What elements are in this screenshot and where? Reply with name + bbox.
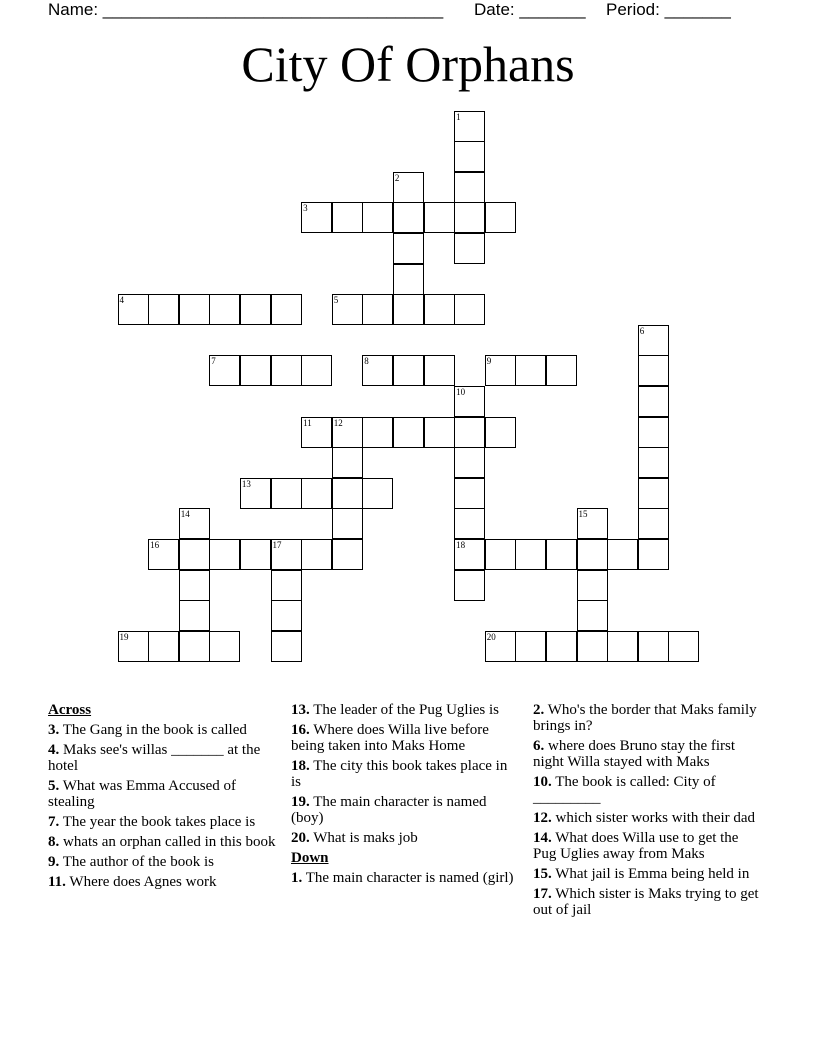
grid-cell[interactable]	[271, 355, 302, 386]
period-field-label[interactable]: Period: _______	[606, 0, 731, 19]
grid-cell[interactable]	[638, 386, 669, 417]
clue-across-18	[291, 758, 519, 790]
grid-cell[interactable]	[454, 111, 485, 142]
grid-cell[interactable]	[393, 294, 424, 325]
grid-cell[interactable]	[424, 355, 455, 386]
clue-number: 9.	[48, 854, 60, 870]
grid-cell[interactable]	[301, 539, 332, 570]
grid-cell[interactable]	[179, 600, 210, 631]
clue-text: What jail is Emma being held in	[551, 866, 750, 882]
grid-cell[interactable]	[638, 355, 669, 386]
grid-cell[interactable]	[607, 539, 638, 570]
clue-across-9	[48, 854, 276, 870]
grid-cell[interactable]	[485, 417, 516, 448]
clue-text: where does Bruno stay the first night Willa stayed with Maks	[533, 738, 736, 770]
grid-cell[interactable]	[271, 294, 302, 325]
clue-across-7	[48, 814, 276, 830]
grid-cell[interactable]	[454, 202, 485, 233]
grid-cell[interactable]	[362, 202, 393, 233]
grid-cell[interactable]	[638, 447, 669, 478]
grid-cell[interactable]	[454, 294, 485, 325]
grid-cell[interactable]	[332, 508, 363, 539]
clue-across-3	[48, 722, 276, 738]
grid-cell[interactable]	[454, 417, 485, 448]
grid-cell[interactable]	[424, 294, 455, 325]
clue-down-2	[533, 702, 761, 734]
cell-number: 3	[303, 203, 308, 214]
clue-across-16	[291, 722, 519, 754]
clue-number: 4.	[48, 742, 60, 758]
grid-cell[interactable]	[577, 539, 608, 570]
grid-cell[interactable]	[638, 539, 669, 570]
grid-cell[interactable]	[393, 202, 424, 233]
grid-cell[interactable]	[424, 202, 455, 233]
clue-column-1	[48, 702, 276, 894]
cell-number: 12	[333, 417, 343, 428]
clue-number: 17.	[533, 886, 552, 902]
grid-cell[interactable]	[332, 202, 363, 233]
grid-cell[interactable]	[454, 141, 485, 172]
grid-cell[interactable]	[393, 172, 424, 203]
grid-cell[interactable]	[393, 264, 424, 295]
cell-number: 13	[241, 478, 251, 489]
grid-cell[interactable]	[454, 233, 485, 264]
clue-down-10	[533, 774, 761, 806]
cell-number: 1	[456, 111, 461, 122]
cell-number: 9	[486, 356, 492, 367]
grid-cell[interactable]	[485, 539, 516, 570]
cell-number: 6	[639, 325, 645, 336]
grid-cell[interactable]	[485, 355, 516, 386]
grid-cell[interactable]	[607, 631, 638, 662]
cell-number: 11	[303, 417, 312, 428]
clue-number: 20.	[291, 830, 310, 846]
clue-column-3	[533, 702, 761, 922]
clue-text: which sister works with their dad	[551, 810, 756, 826]
clue-across-5	[48, 778, 276, 810]
grid-cell[interactable]	[362, 417, 393, 448]
clue-down-12	[533, 810, 761, 826]
grid-cell[interactable]	[454, 386, 485, 417]
clue-text: The main character is named (boy)	[291, 794, 487, 826]
grid-cell[interactable]	[301, 202, 332, 233]
grid-cell[interactable]	[638, 417, 669, 448]
grid-cell[interactable]	[393, 355, 424, 386]
name-field-label[interactable]: Name: ____________________________________	[48, 0, 444, 19]
clue-number: 8.	[48, 834, 60, 850]
clue-text: What was Emma Accused of stealing	[48, 778, 237, 810]
grid-cell[interactable]	[332, 294, 363, 325]
clue-number: 16.	[291, 722, 310, 738]
grid-cell[interactable]	[271, 539, 302, 570]
down-heading: Down	[291, 850, 329, 866]
clue-down-6	[533, 738, 761, 770]
grid-cell[interactable]	[393, 233, 424, 264]
cell-number: 2	[394, 172, 400, 183]
grid-cell[interactable]	[148, 294, 179, 325]
grid-cell[interactable]	[638, 325, 669, 356]
grid-cell[interactable]	[332, 478, 363, 509]
grid-cell[interactable]	[301, 355, 332, 386]
clue-text: whats an orphan called in this book	[59, 834, 276, 850]
grid-cell[interactable]	[515, 539, 546, 570]
grid-cell[interactable]	[362, 294, 393, 325]
grid-cell[interactable]	[454, 539, 485, 570]
clue-text: The year the book takes place is	[59, 814, 256, 830]
grid-cell[interactable]	[301, 478, 332, 509]
grid-cell[interactable]	[546, 539, 577, 570]
grid-cell[interactable]	[577, 600, 608, 631]
grid-cell[interactable]	[638, 478, 669, 509]
grid-cell[interactable]	[240, 478, 271, 509]
clue-text: The main character is named (girl)	[302, 870, 514, 886]
grid-cell[interactable]	[362, 355, 393, 386]
grid-cell[interactable]	[485, 202, 516, 233]
cell-number: 14	[180, 509, 190, 520]
grid-cell[interactable]	[209, 631, 240, 662]
clue-number: 15.	[533, 866, 552, 882]
across-heading: Across	[48, 702, 92, 718]
clue-number: 12.	[533, 810, 552, 826]
grid-cell[interactable]	[179, 631, 210, 662]
clue-down-17	[533, 886, 761, 918]
clue-across-4	[48, 742, 276, 774]
clue-number: 18.	[291, 758, 310, 774]
clue-across-8	[48, 834, 276, 850]
clue-text: The leader of the Pug Uglies is	[309, 702, 500, 718]
clue-text: The Gang in the book is called	[59, 722, 247, 738]
grid-cell[interactable]	[577, 631, 608, 662]
grid-cell[interactable]	[332, 447, 363, 478]
clue-text: The author of the book is	[59, 854, 214, 870]
grid-cell[interactable]	[546, 631, 577, 662]
grid-cell[interactable]	[668, 631, 699, 662]
grid-cell[interactable]	[209, 355, 240, 386]
clue-number: 2.	[533, 702, 545, 718]
cell-number: 5	[333, 295, 339, 306]
grid-cell[interactable]	[240, 355, 271, 386]
date-field-label[interactable]: Date: _______	[474, 0, 586, 19]
cell-number: 15	[578, 509, 588, 520]
grid-cell[interactable]	[148, 631, 179, 662]
clue-number: 13.	[291, 702, 310, 718]
clue-text: What is maks job	[309, 830, 418, 846]
grid-cell[interactable]	[179, 294, 210, 325]
clue-text: The city this book takes place in is	[291, 758, 508, 790]
clue-number: 3.	[48, 722, 60, 738]
grid-cell[interactable]	[271, 570, 302, 601]
clue-text: Who's the border that Maks family brings in?	[533, 702, 757, 734]
grid-cell[interactable]	[546, 355, 577, 386]
clue-number: 19.	[291, 794, 310, 810]
grid-cell[interactable]	[454, 570, 485, 601]
grid-cell[interactable]	[638, 631, 669, 662]
clue-text: Where does Agnes work	[65, 874, 217, 890]
cell-number: 19	[119, 631, 129, 642]
clue-across-19	[291, 794, 519, 826]
grid-cell[interactable]	[424, 417, 455, 448]
grid-cell[interactable]	[485, 631, 516, 662]
clue-down-14	[533, 830, 761, 862]
clue-across-20	[291, 830, 519, 846]
grid-cell[interactable]	[638, 508, 669, 539]
grid-cell[interactable]	[301, 417, 332, 448]
grid-cell[interactable]	[515, 631, 546, 662]
grid-cell[interactable]	[118, 294, 149, 325]
grid-cell[interactable]	[271, 631, 302, 662]
cell-number: 16	[150, 539, 160, 550]
grid-cell[interactable]	[118, 631, 149, 662]
grid-cell[interactable]	[179, 570, 210, 601]
grid-cell[interactable]	[271, 600, 302, 631]
clue-down-15	[533, 866, 761, 882]
clue-number: 11.	[48, 874, 66, 890]
cell-number: 17	[272, 539, 282, 550]
grid-cell[interactable]	[577, 570, 608, 601]
puzzle-title: City Of Orphans	[241, 36, 575, 92]
grid-cell[interactable]	[332, 539, 363, 570]
clue-text: Maks see's willas _______ at the hotel	[48, 742, 261, 774]
grid-cell[interactable]	[179, 539, 210, 570]
grid-cell[interactable]	[240, 294, 271, 325]
grid-cell[interactable]	[332, 417, 363, 448]
clue-text: Which sister is Maks trying to get out of jail	[533, 886, 759, 918]
grid-cell[interactable]	[209, 294, 240, 325]
clue-across-13	[291, 702, 519, 718]
cell-number: 7	[211, 356, 216, 367]
clue-text: What does Willa use to get the Pug Uglies away from Maks	[533, 830, 739, 862]
clue-column-2	[291, 702, 519, 890]
grid-cell[interactable]	[271, 478, 302, 509]
grid-cell[interactable]	[362, 478, 393, 509]
clue-number: 10.	[533, 774, 552, 790]
clue-text: The book is called: City of _________	[533, 774, 716, 806]
grid-cell[interactable]	[454, 478, 485, 509]
cell-number: 8	[364, 356, 369, 367]
grid-cell[interactable]	[454, 447, 485, 478]
clue-across-11	[48, 874, 276, 890]
cell-number: 18	[456, 539, 466, 550]
grid-cell[interactable]	[577, 508, 608, 539]
grid-cell[interactable]	[148, 539, 179, 570]
clue-number: 7.	[48, 814, 60, 830]
clue-down-1	[291, 870, 519, 886]
grid-cell[interactable]	[515, 355, 546, 386]
clue-number: 14.	[533, 830, 552, 846]
cell-number: 10	[456, 386, 466, 397]
clue-number: 5.	[48, 778, 60, 794]
clue-number: 1.	[291, 870, 303, 886]
clue-text: Where does Willa live before being taken into Maks Home	[291, 722, 489, 754]
clue-number: 6.	[533, 738, 545, 754]
grid-cell[interactable]	[240, 539, 271, 570]
grid-cell[interactable]	[454, 508, 485, 539]
grid-cell[interactable]	[454, 172, 485, 203]
grid-cell[interactable]	[179, 508, 210, 539]
cell-number: 20	[486, 631, 496, 642]
grid-cell[interactable]	[209, 539, 240, 570]
cell-number: 4	[119, 295, 124, 306]
grid-cell[interactable]	[393, 417, 424, 448]
